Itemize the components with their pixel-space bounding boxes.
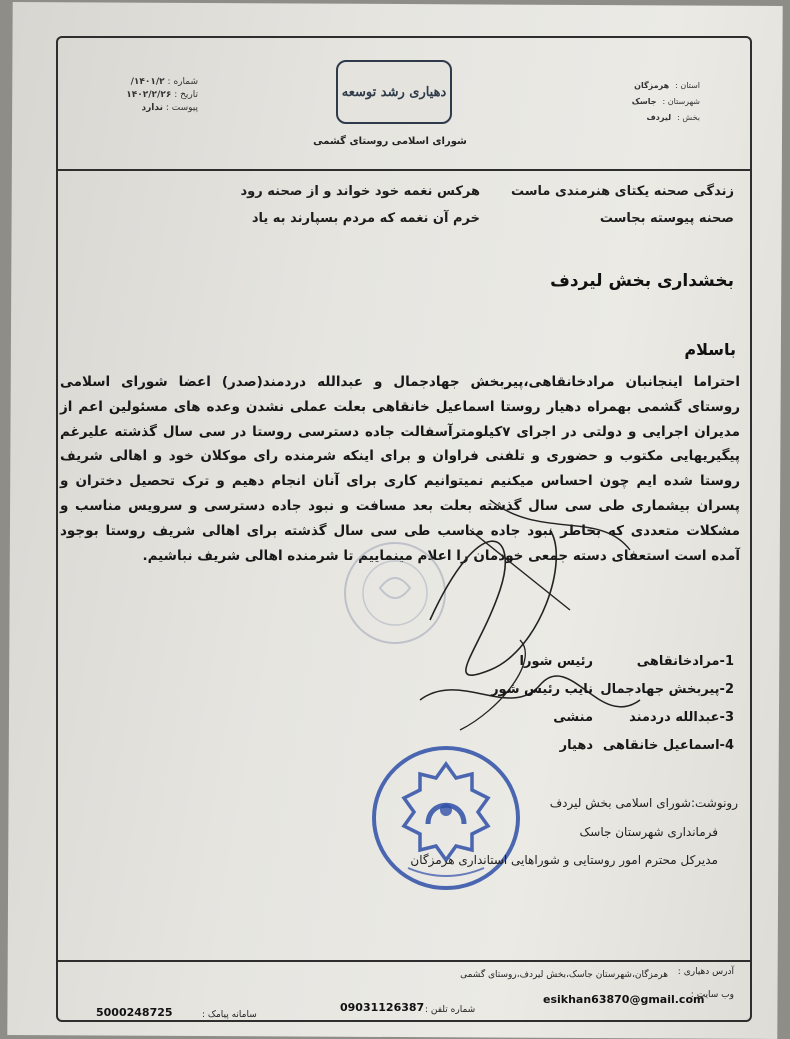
greeting: باسلام [684,340,736,359]
header-county: شهرستان :جاسک [631,97,700,106]
dehyari-stamp [368,744,524,894]
signatory-4-role: دهیار [559,738,593,753]
header-divider [56,169,752,171]
letter-body: احتراما اینجانبان مرادخانقاهی،پیربخش جهادجمال و عبدالله دردمند(صدر) اعضا شورای اسلامی روستای گشمی بهمراه دهیار روستا اسماعیل خانقاهی بعلت عملی نشدن وعده های مسئولین اعم از مدیران اجرایی و دولتی در اجرای ۷کیلومترآسفالت جاده دسترسی روستا در سی سال گذشته علیرغم پیگیریهایی مکتوب و حضوری و تلفنی فراوان و برای اینکه شرمنده رای موکلان خود و اهالی شریف روستا شده ایم چون احساس میکنیم نمیتوانیم کاری برای آنان انجام دهیم و ترک تحصیل دختران و پسران بیشماری طی سی سال گذشته بعلت بعد مسافت و نبود جاده دسترسی و سرویس مناسب و مشکلات متعددی که بخاطر نبود جاده مناسب طی سی سال گذشته برای اهالی شریف روستا بوجود آمده است استعفای دسته جمعی خودمان را اعلام مینماییم تا شرمنده اهالی شریف نباشیم. [60,374,740,564]
signatory-4-name: 4-اسماعیل خانقاهی [602,738,734,753]
footer-address-label: آدرس دهیاری : [677,967,734,977]
footer-address-value: هرمزگان،شهرستان جاسک،بخش لیردف،روستای گشمی [460,970,668,980]
recipient-title: بخشداری بخش لیردف [550,271,734,291]
header-date: تاریخ : ۱۴۰۲/۲/۲۶ [126,90,198,100]
cc-line-1: رونوشت:شورای اسلامی بخش لیردف [549,796,738,810]
footer-website-value: esikhan63870@gmail.com [543,993,705,1006]
poem-line1-right: زندگی صحنه یکتای هنرمندی ماست [510,184,734,199]
dehyari-logo [336,60,452,124]
header-reference-block [108,76,198,115]
header-district: بخش :لیردف [646,113,700,122]
signatory-2-role: نایب رئیس شور [491,682,593,697]
cc-line-2: فرمانداری شهرستان جاسک [579,825,718,839]
header-province: استان :هرمزگان [634,81,700,90]
signatory-1-role: رئیس شورا [519,654,593,669]
footer-sms-value: 5000248725 [96,1006,173,1019]
logo-caption: شورای اسلامی روستای گشمی [313,136,467,147]
logo-text: دهیاری رشد توسعه [341,84,447,100]
signatory-1-name: 1-مرادخانقاهی [636,654,734,669]
footer-phone-label: شماره تلفن : [425,1005,476,1015]
footer-sms-label: سامانه پیامک : [202,1010,257,1020]
footer-divider [56,960,752,962]
header-number: شماره : ۱۴۰۱/۲/ [130,77,198,87]
header-attachment: پیوست : ندارد [141,103,198,113]
footer-website-label: وب سایت : [690,990,734,1000]
poem-line2-left: خرم آن نغمه که مردم بسپارند به یاد [251,211,480,226]
signatory-3-role: منشی [553,710,593,725]
footer-phone-value: 09031126387 [340,1001,425,1014]
signatory-2-name: 2-پیربخش جهادجمال [600,682,734,697]
signature-scribbles [400,470,660,750]
signatory-3-name: 3-عبدالله دردمند [629,710,734,725]
cc-line-3: مدیرکل محترم امور روستایی و شوراهایی استانداری هرمزگان [410,853,718,867]
poem-line1-left: هرکس نغمه خود خواند و از صحنه رود [240,184,480,199]
header-location-block [632,78,700,126]
poem-line2-right: صحنه پیوسته بجاست [599,211,734,226]
